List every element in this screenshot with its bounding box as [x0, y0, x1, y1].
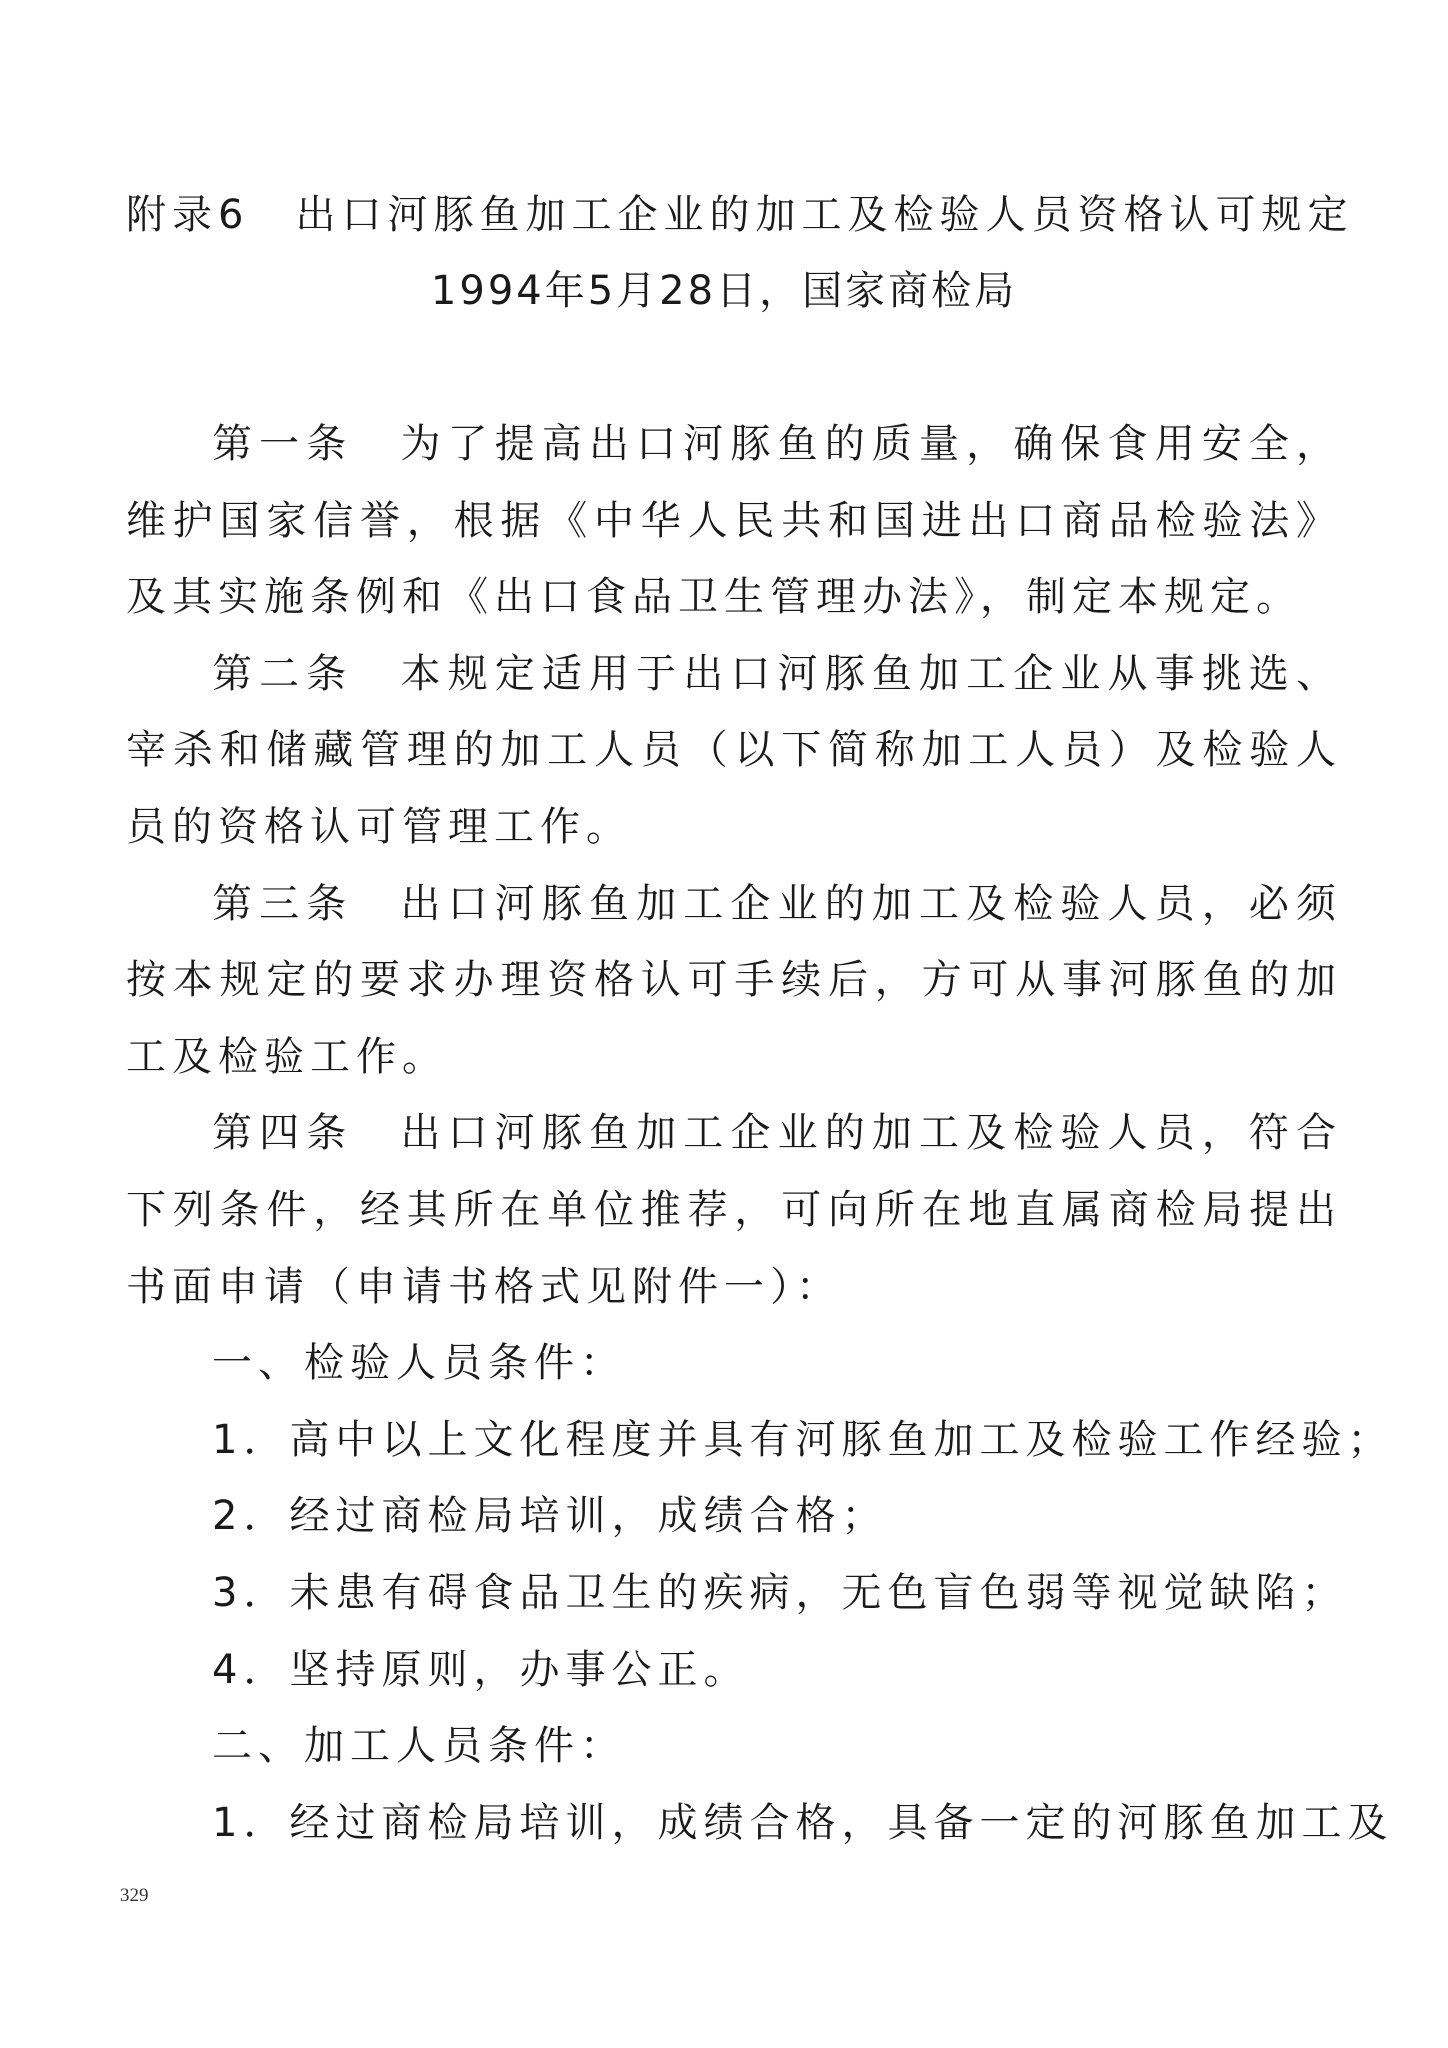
article-1: 第一条 为了提高出口河豚鱼的质量，确保食用安全，维护国家信誉，根据《中华人民共和国进出口商品检验法》及其实施条例和《出口食品卫生管理办法》，制定本规定。: [126, 421, 1342, 621]
inspector-condition-2: 2．经过商检局培训，成绩合格；: [212, 1493, 888, 1540]
issue-date-and-authority: 1994年5月28日，国家商检局: [430, 268, 1018, 314]
regulation-body: [126, 406, 1394, 1861]
inspector-condition-3: 3．未患有碍食品卫生的疾病，无色盲色弱等视觉缺陷；: [212, 1569, 1348, 1616]
article-3: 第三条 出口河豚鱼加工企业的加工及检验人员，必须按本规定的要求办理资格认可手续后，方可从事河豚鱼的加工及检验工作。: [126, 880, 1342, 1080]
article-2: 第二条 本规定适用于出口河豚鱼加工企业从事挑选、宰杀和储藏管理的加工人员（以下简称加工人员）及检验人员的资格认可管理工作。: [126, 650, 1342, 850]
article-4: 第四条 出口河豚鱼加工企业的加工及检验人员，符合下列条件，经其所在单位推荐，可向所在地直属商检局提出书面申请（申请书格式见附件一）：: [126, 1110, 1342, 1310]
page-number: 329: [120, 1885, 149, 1906]
inspector-conditions-heading: 一、检验人员条件：: [212, 1340, 626, 1387]
appendix-title: 附录6 出口河豚鱼加工企业的加工及检验人员资格认可规定: [126, 192, 1354, 238]
processor-conditions-heading: 二、加工人员条件：: [212, 1723, 626, 1770]
inspector-condition-4: 4．坚持原则，办事公正。: [212, 1646, 750, 1693]
inspector-condition-1: 1．高中以上文化程度并具有河豚鱼加工及检验工作经验；: [212, 1416, 1394, 1463]
processor-condition-1: 1．经过商检局培训，成绩合格，具备一定的河豚鱼加工及: [212, 1799, 1394, 1846]
